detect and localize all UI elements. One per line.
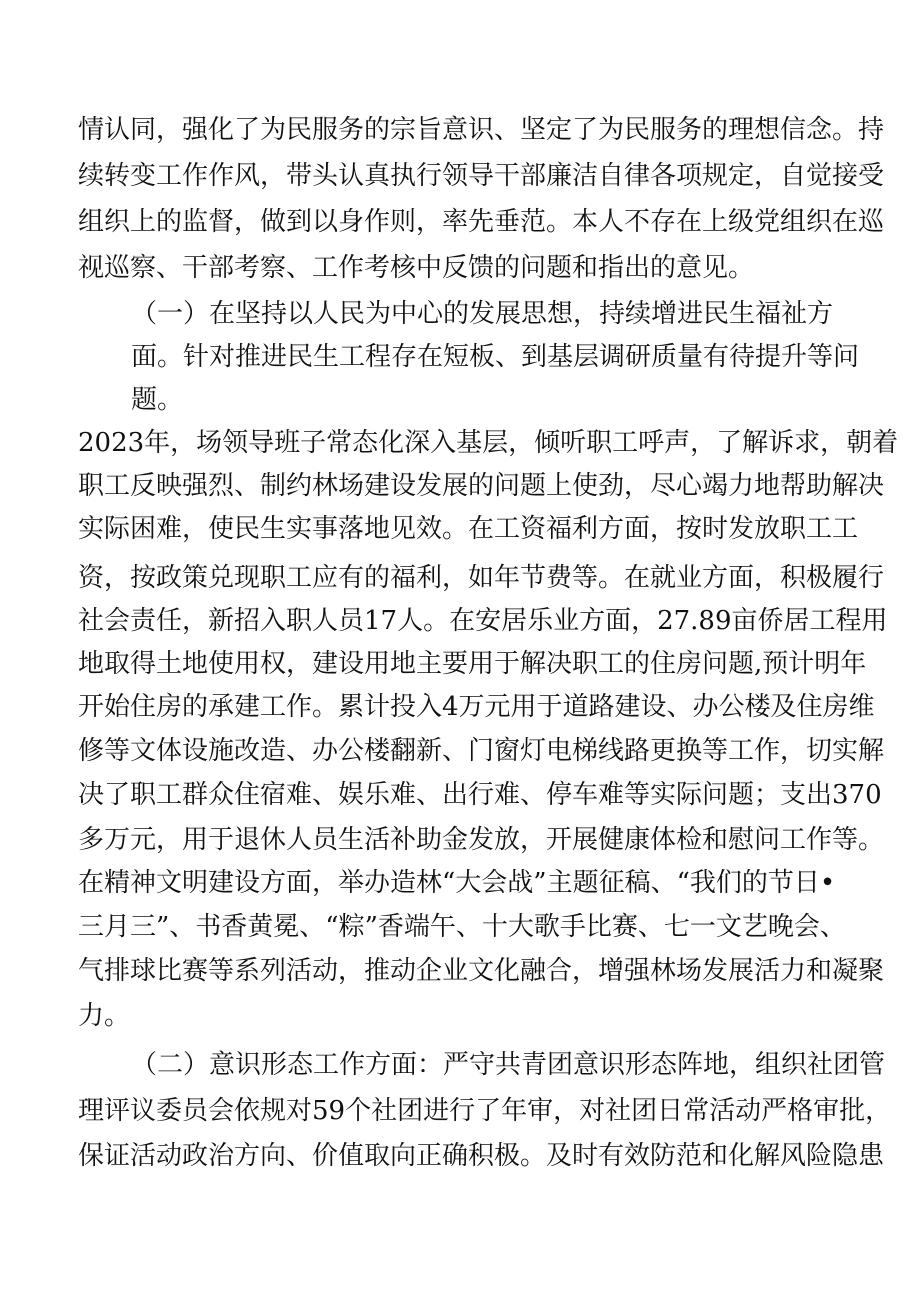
- text-line: 地取得土地使用权，建设用地主要用于解决职工的住房问题,预计明年: [78, 649, 867, 679]
- section-heading: 题。: [131, 385, 184, 415]
- text-line: 情认同，强化了为民服务的宗旨意识、坚定了为民服务的理想信念。持: [78, 115, 885, 145]
- text-line: 在精神文明建设方面，举办造林“大会战”主题征稿、“我们的节日•: [78, 868, 836, 898]
- text-line: 组织上的监督，做到以身作则，率先垂范。本人不存在上级党组织在巡: [78, 207, 885, 237]
- text-line: 续转变工作作风，带头认真执行领导干部廉洁自律各项规定，自觉接受: [78, 161, 885, 191]
- section-heading: （二）意识形态工作方面：严守共青团意识形态阵地，组织社团管: [131, 1050, 886, 1080]
- text-line: 职工反映强烈、制约林场建设发展的问题上使劲，尽心竭力地帮助解决: [78, 471, 885, 501]
- text-line: 保证活动政治方向、价值取向正确积极。及时有效防范和化解风险隐患: [78, 1141, 885, 1171]
- text-line: 资，按政策兑现职工应有的福利，如年节费等。在就业方面，积极履行: [78, 563, 885, 593]
- text-line: 气排球比赛等系列活动，推动企业文化融合，增强林场发展活力和凝聚: [78, 956, 885, 986]
- section-heading: 面。针对推进民生工程存在短板、到基层调研质量有待提升等问: [131, 342, 860, 372]
- section-heading: （一）在坚持以人民为中心的发展思想，持续增进民生福祉方: [131, 299, 834, 329]
- text-line: 决了职工群众住宿难、娱乐难、出行难、停车难等实际问题；支出370: [78, 780, 882, 810]
- text-line: 开始住房的承建工作。累计投入4万元用于道路建设、办公楼及住房维: [78, 692, 875, 722]
- text-line: 实际困难，使民生实事落地见效。在工资福利方面，按时发放职工工: [78, 514, 859, 544]
- text-line: 视巡察、干部考察、工作考核中反馈的问题和指出的意见。: [78, 253, 755, 283]
- text-line: 三月三”、书香黄冕、“粽”香端午、十大歌手比赛、七一文艺晚会、: [78, 912, 846, 942]
- text-line: 多万元，用于退休人员生活补助金发放，开展健康体检和慰问工作等。: [78, 825, 885, 855]
- text-line: 力。: [78, 1001, 131, 1031]
- text-line: 2023年，场领导班子常态化深入基层，倾听职工呼声，了解诉求，朝着: [78, 428, 899, 458]
- text-line: 修等文体设施改造、办公楼翻新、门窗灯电梯线路更换等工作，切实解: [78, 736, 885, 766]
- text-line: 理评议委员会依规对59个社团进行了年审，对社团日常活动严格审批，: [78, 1096, 892, 1126]
- text-line: 社会责任，新招入职人员17人。在安居乐业方面，27.89亩侨居工程用: [78, 606, 888, 636]
